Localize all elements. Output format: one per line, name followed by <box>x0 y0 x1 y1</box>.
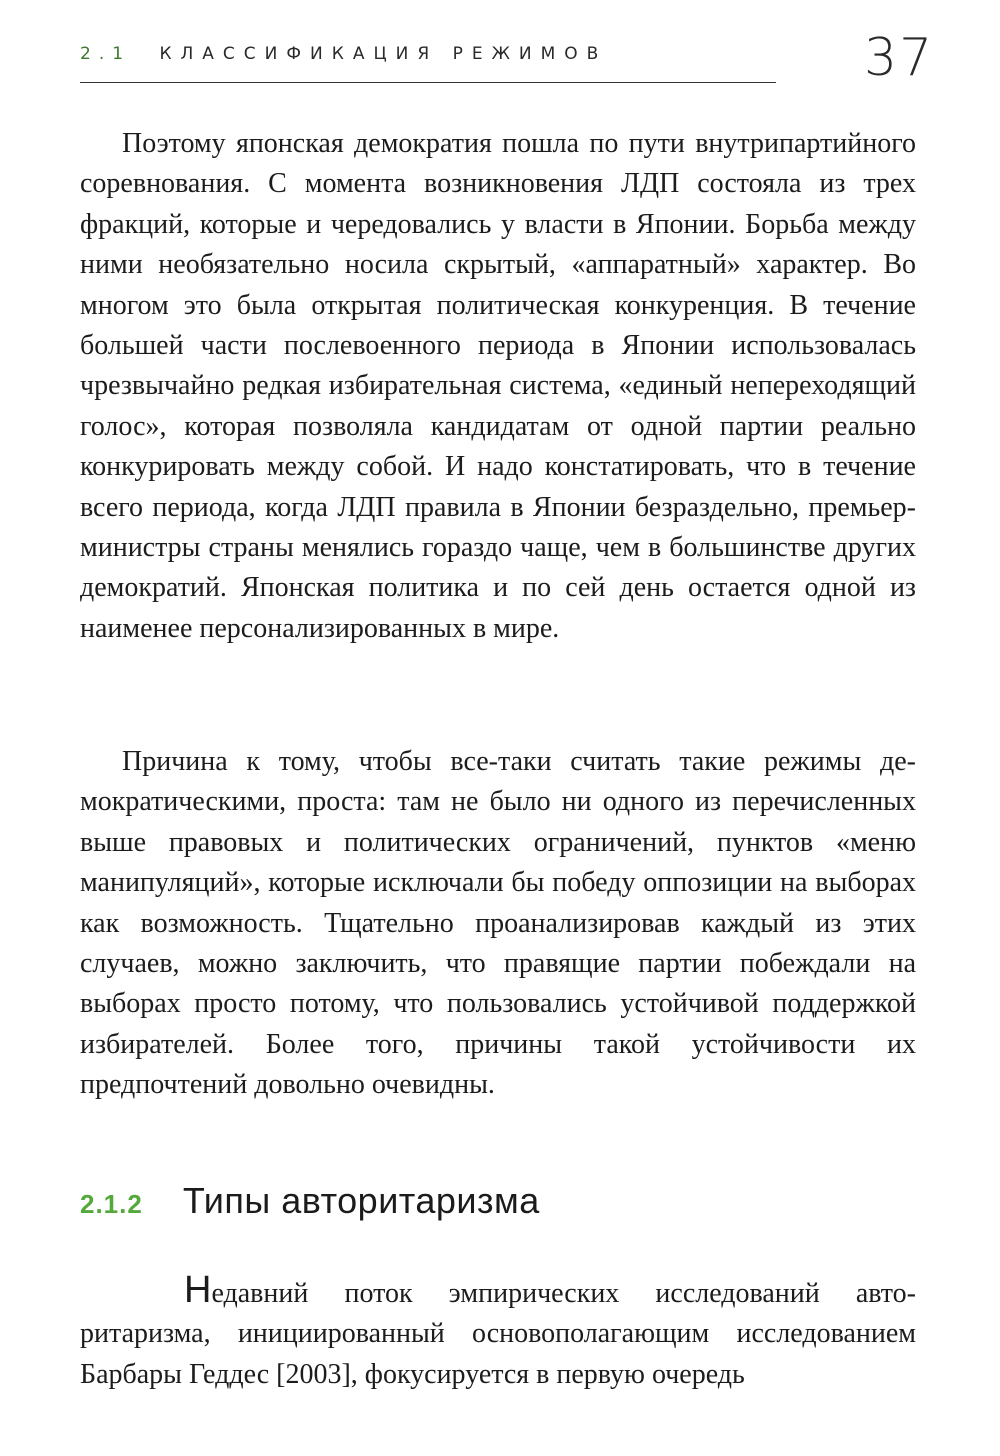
header-rule <box>80 82 776 83</box>
body-paragraph-1-block <box>80 124 916 649</box>
subsection-title: Типы авторитаризма <box>182 1180 540 1221</box>
body-paragraph-2-block <box>80 742 916 1106</box>
body-paragraph: Поэтому японская демократия пошла по пути внутрипартийного соревнования. С момента возникновения ЛДП состояла из трех фракций, которые и чередовались у власти в Японии. Борьба между ними необязательно носила скрытый, «аппаратный» характер. Во многом это была открытая политическая конкуренция. В течение большей части послевоенного периода в Японии использовалась чрезвычайно редкая избирательная система, «единый непереходящий голос», которая позволяла кандидатам от одной партии реально конкурировать между собой. И надо констатировать, что в течение всего периода, когда ЛДП правила в Японии безраздельно, премьер-министры страны менялись гораздо чаще, чем в большинстве других демократий. Японская политика и по сей день остается одной из наименее персонализированных в мире. <box>80 128 916 644</box>
initial-letter: Н <box>184 1269 212 1311</box>
page-number: 37 <box>864 28 935 88</box>
running-header-section-number: 2.1 <box>80 44 132 64</box>
subsection-paragraph-block <box>80 1270 916 1395</box>
running-header-title: КЛАССИФИКАЦИЯ РЕЖИМОВ <box>159 44 608 64</box>
subsection-number: 2.1.2 <box>80 1189 143 1219</box>
body-paragraph: Причина к тому, чтобы все-таки считать такие режимы демократическими, проста: там не было ни одного из перечисленных выше правовых и политических ограничений, пунктов «меню манипуляций», которые исключали бы победу оппозиции на выборах как возможность. Тщательно проанализировав каждый из этих случаев, можно заключить, что правящие партии побеждали на выборах просто потому, что пользовались устойчивой поддержкой избирателей. Более того, причины такой устойчивости их предпочтений довольно очевидны. <box>80 746 916 1101</box>
subsection-paragraph <box>80 1270 916 1395</box>
running-header <box>80 44 607 64</box>
subsection-paragraph-text: едавний поток эмпирических исследований авторитаризма, инициированный основополагающим исследованием Барбары Геддес [2003], фокусируется в первую очередь <box>80 1278 916 1390</box>
subsection-heading <box>80 1180 540 1222</box>
